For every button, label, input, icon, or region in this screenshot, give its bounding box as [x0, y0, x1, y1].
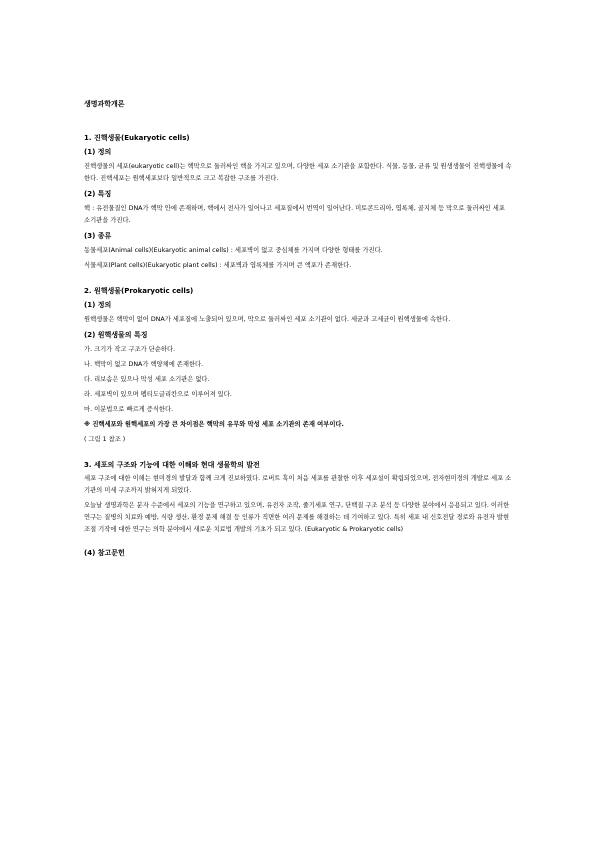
list-item: 나. 핵막이 없고 DNA가 핵양체에 존재한다.: [84, 361, 204, 368]
section-heading-eukaryotic: 1. 진핵생물(Eukaryotic cells): [84, 134, 190, 142]
paragraph-history: 세포 구조에 대한 이해는 현미경의 발달과 함께 크게 진보하였다. 로버트 훅이 처음 세포를 관찰한 이후 세포설이 확립되었으며, 전자현미경의 개발로 세포 소기관의 미세 구조까지 밝혀지게 되었다.: [84, 475, 512, 494]
paragraph-features: 핵 : 유전물질인 DNA가 핵막 안에 존재하며, 핵에서 전사가 일어나고 세포질에서 번역이 일어난다. 미토콘드리아, 엽록체, 골지체 등 막으로 둘러싸인 세포 소기관을 가진다.: [84, 205, 505, 224]
section-heading-prokaryotic: 2. 원핵생물(Prokaryotic cells): [84, 287, 194, 295]
list-item: 라. 세포벽이 있으며 펩티도글리칸으로 이루어져 있다.: [84, 391, 232, 398]
subheading-features: (2) 특징: [84, 190, 112, 198]
spacer: [84, 539, 512, 547]
subheading-types: (3) 종류: [84, 232, 112, 240]
section-heading-understanding: 3. 세포의 구조와 기능에 대한 이해와 현대 생물학의 발전: [84, 461, 260, 469]
paragraph-modern: 오늘날 생명과학은 분자 수준에서 세포의 기능을 연구하고 있으며, 유전자 조작, 줄기세포 연구, 단백질 구조 분석 등 다양한 분야에서 응용되고 있다. 이러한 연구는 질병의 치료와 예방, 식량 생산, 환경 문제 해결 등 인류가 직면한 여러 문제를 해결하는 데 기여하고 있다. 특히 세포 내 신호전달 경로와 유전자 발현 조절 기작에 대한 연구는 의학 분야에서 새로운 치료법 개발의 기초가 되고 있다. (Eukaryotic & Prokaryotic cells): [84, 502, 510, 533]
note-tail: ( 그림 1 참조 ): [84, 436, 126, 443]
subheading-references: (4) 참고문헌: [84, 549, 125, 557]
subheading-definition: (1) 정의: [84, 148, 112, 156]
paragraph-definition-2: 원핵생물은 핵막이 없어 DNA가 세포질에 노출되어 있으며, 막으로 둘러싸인 세포 소기관이 없다. 세균과 고세균이 원핵생물에 속한다.: [84, 316, 451, 323]
list-item: 다. 리보솜은 있으나 막성 세포 소기관은 없다.: [84, 376, 210, 383]
subheading-definition-2: (1) 정의: [84, 301, 112, 309]
paragraph-type-plant: 식물세포(Plant cells)(Eukaryotic plant cells) : 세포벽과 엽록체를 가지며 큰 액포가 존재한다.: [84, 262, 352, 269]
paragraph-type-animal: 동물세포(Animal cells)(Eukaryotic animal cells) : 세포벽이 없고 중심체를 가지며 다양한 형태를 가진다.: [84, 247, 383, 254]
spacer: [84, 449, 512, 459]
paragraph-definition: 진핵생물의 세포(eukaryotic cell)는 핵막으로 둘러싸인 핵을 가지고 있으며, 다양한 세포 소기관을 포함한다. 식물, 동물, 균류 및 원생생물이 진핵생물에 속한다. 진핵세포는 원핵세포보다 일반적으로 크고 복잡한 구조를 가진다.: [84, 163, 512, 182]
document-title: 생명과학개론: [84, 100, 125, 108]
list-item: 마. 이분법으로 빠르게 증식한다.: [84, 406, 174, 413]
note-text: ※ 진핵세포와 원핵세포의 가장 큰 차이점은 핵막의 유무와 막성 세포 소기관의 존재 여부이다.: [84, 421, 344, 428]
spacer: [84, 275, 512, 285]
list-item: 가. 크기가 작고 구조가 단순하다.: [84, 346, 176, 353]
document-body: [84, 98, 512, 562]
subheading-prokaryote-features: (2) 원핵생물의 특징: [84, 331, 148, 339]
